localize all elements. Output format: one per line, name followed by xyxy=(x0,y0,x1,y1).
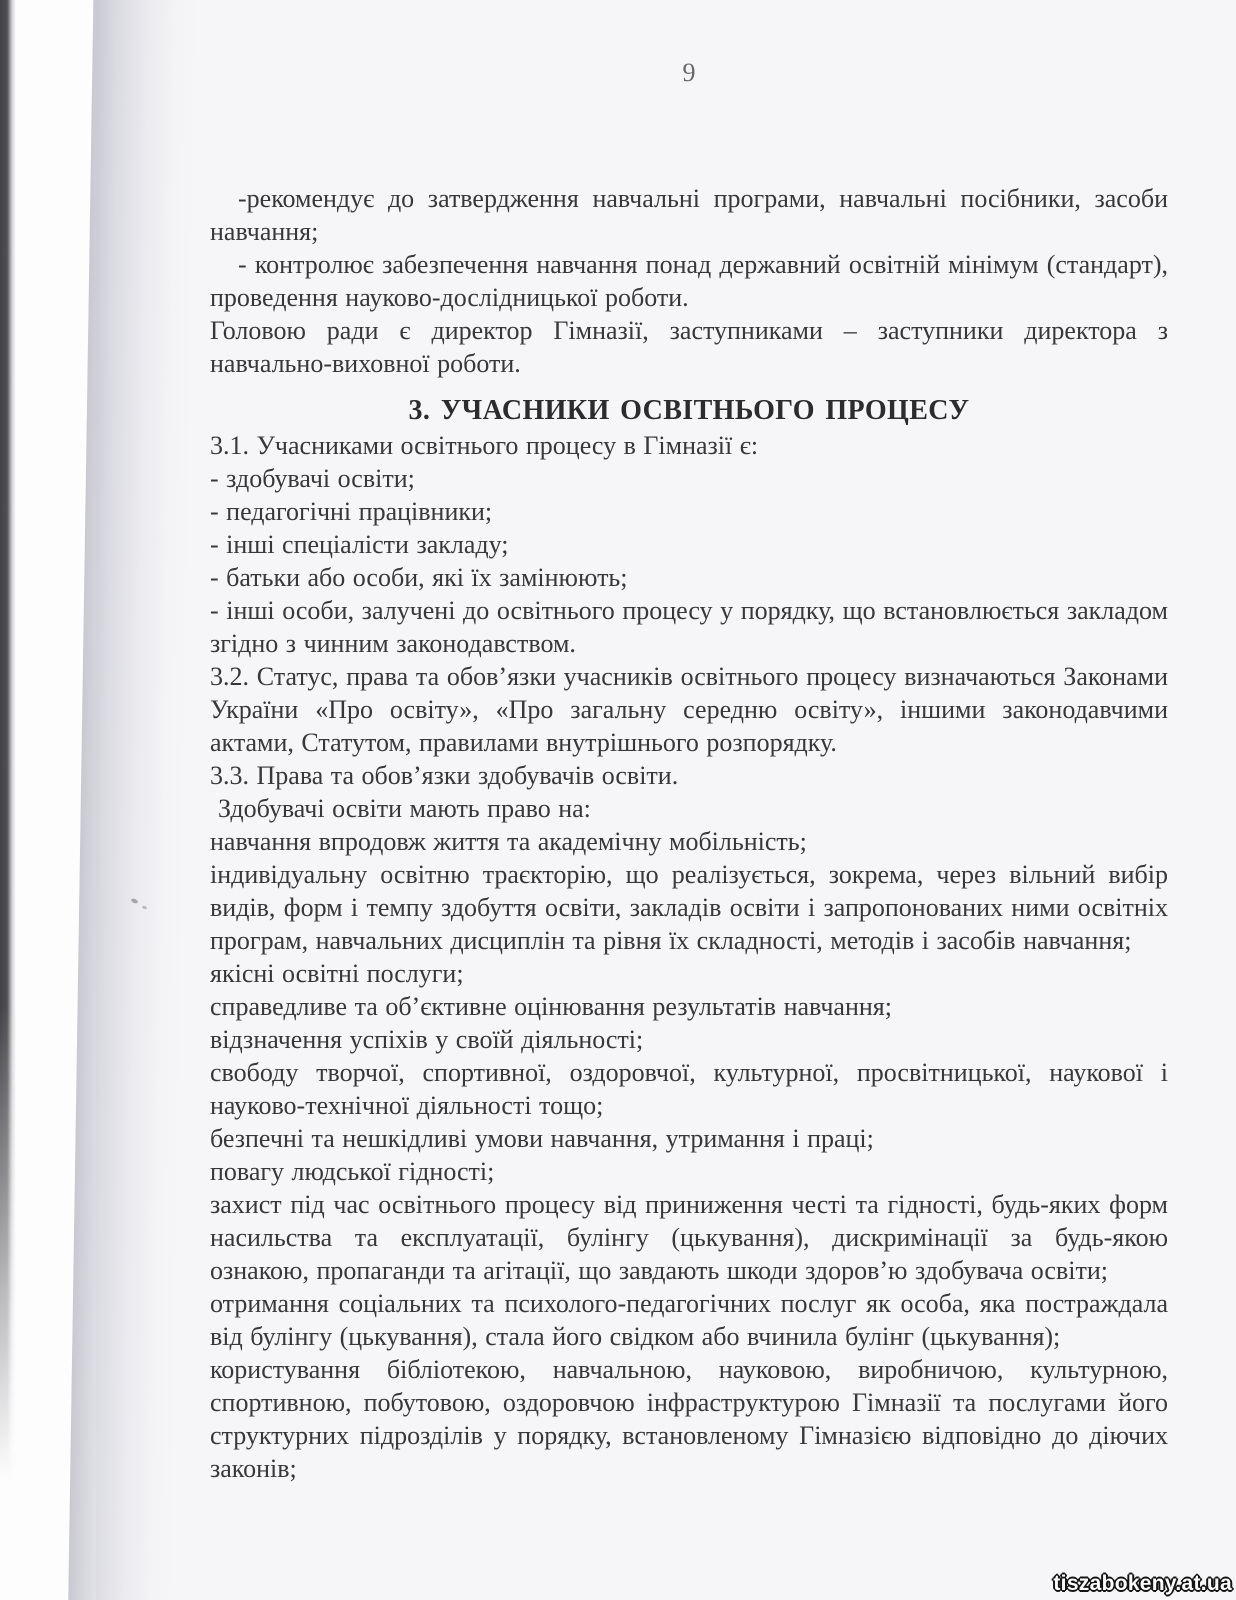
list-item: індивідуальну освітню траєкторію, що реалізується, зокрема, через вільний вибір видів, форм і темпу здобуття освіти, закладів освіти і запропонованих ними освітніх програм, навчальних дисциплін та рівня їх складності, методів і засобів навчання; xyxy=(210,860,1168,955)
list-item: користування бібліотекою, навчальною, науковою, виробничою, культурною, спортивною, побутовою, оздоровчою інфраструктурою Гімназії та послугами його структурних підрозділів у порядку, встановленому Гімназією відповідно до діючих законів; xyxy=(210,1355,1168,1483)
list-item: справедливе та об’єктивне оцінювання результатів навчання; xyxy=(210,992,892,1021)
paragraph: 3.3. Права та обов’язки здобувачів освіти. xyxy=(210,761,679,790)
list-item: якісні освітні послуги; xyxy=(210,959,464,988)
list-item: свободу творчої, спортивної, оздоровчої, культурної, просвітницької, наукової і науково-технічної діяльності тощо; xyxy=(210,1058,1168,1120)
paragraph: 3.2. Статус, права та обов’язки учасників освітнього процесу визначаються Законами України «Про освіту», «Про загальну середню освіту», іншими законодавчими актами, Статутом, правилами внутрішнього розпорядку. xyxy=(210,662,1168,757)
scan-dark-edge xyxy=(0,0,16,1480)
list-item: навчання впродовж життя та академічну мобільність; xyxy=(210,827,807,856)
page-number: 9 xyxy=(682,58,696,87)
list-item: захист під час освітнього процесу від приниження честі та гідності, будь-яких форм насильства та експлуатації, булінгу (цькування), дискримінації за будь-якою ознакою, пропаганди та агітації, що завдають шкоди здоров’ю здобувача освіти; xyxy=(210,1190,1168,1285)
section-heading: 3. УЧАСНИКИ ОСВІТНЬОГО ПРОЦЕСУ xyxy=(408,395,970,426)
list-item: - батьки або особи, які їх замінюють; xyxy=(210,563,628,592)
list-item: повагу людської гідності; xyxy=(210,1157,495,1186)
list-item: - інші спеціалісти закладу; xyxy=(210,530,509,559)
document-text xyxy=(210,0,1168,1485)
paragraph: -рекомендує до затвердження навчальні програми, навчальні посібники, засоби навчання; xyxy=(210,184,1168,246)
list-item: - інші особи, залучені до освітнього процесу у порядку, що встановлюється закладом згідно з чинним законодавством. xyxy=(210,596,1168,658)
paragraph: Головою ради є директор Гімназії, заступниками – заступники директора з навчально-виховної роботи. xyxy=(210,316,1168,378)
paragraph: Здобувачі освіти мають право на: xyxy=(218,794,591,823)
paragraph: - контролює забезпечення навчання понад державний освітній мінімум (стандарт), проведення науково-дослідницької роботи. xyxy=(210,250,1168,312)
list-item: безпечні та нешкідливі умови навчання, утримання і праці; xyxy=(210,1124,874,1153)
list-item: відзначення успіхів у своїй діяльності; xyxy=(210,1025,644,1054)
list-item: - здобувачі освіти; xyxy=(210,464,415,493)
watermark: tiszabokeny.at.ua xyxy=(1053,1572,1232,1595)
list-item: - педагогічні працівники; xyxy=(210,497,493,526)
list-item: отримання соціальних та психолого-педагогічних послуг як особа, яка постраждала від булінгу (цькування), стала його свідком або вчинила булінг (цькування); xyxy=(210,1289,1168,1351)
paragraph: 3.1. Учасниками освітнього процесу в Гімназії є: xyxy=(210,431,759,460)
